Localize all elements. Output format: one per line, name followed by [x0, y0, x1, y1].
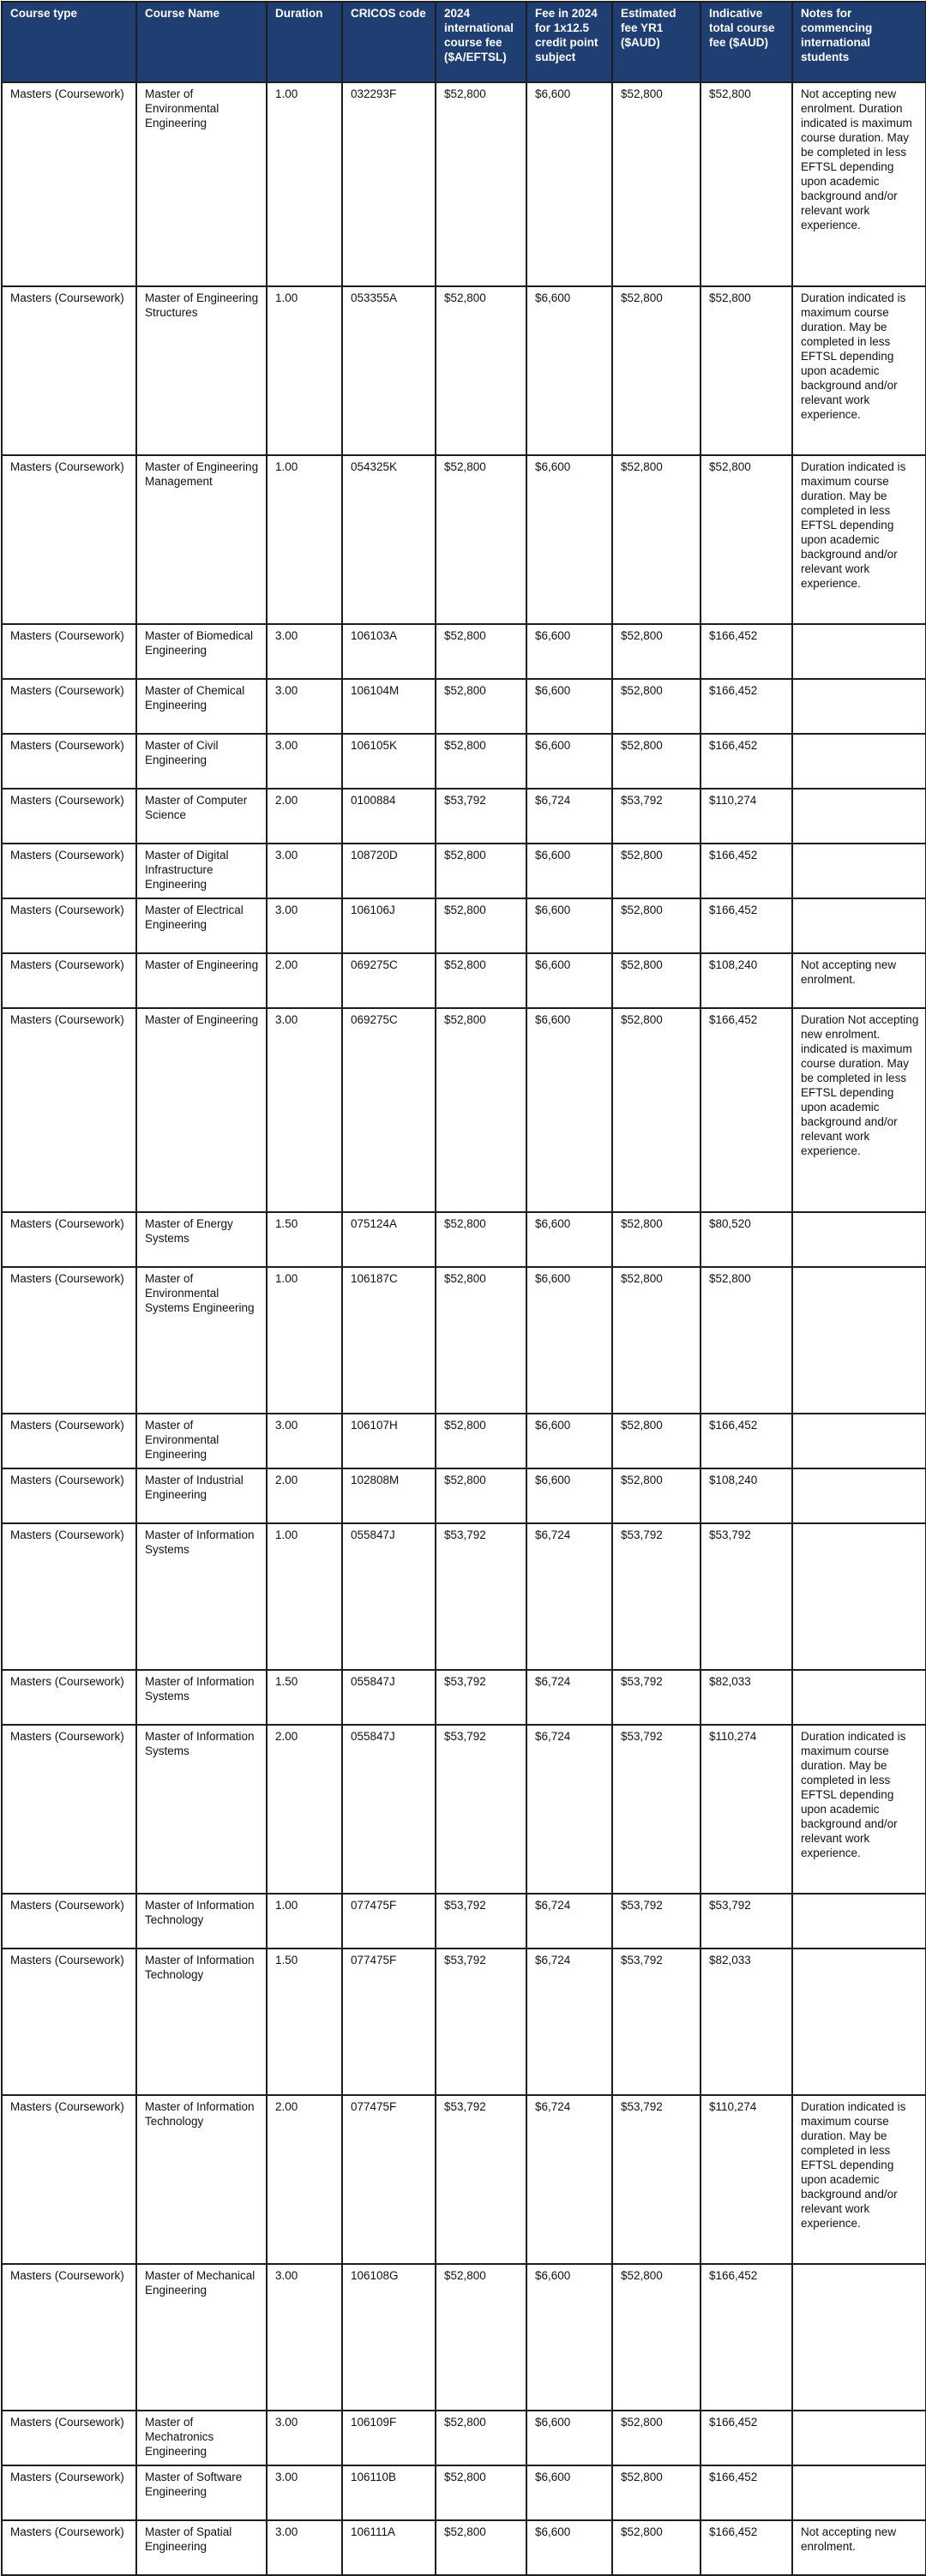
table-row: [2, 953, 926, 1008]
notes-cell: [792, 2411, 926, 2465]
international-fee-cell: $52,800: [436, 1212, 526, 1267]
course-name-cell: Master of Engineering: [136, 1008, 267, 1212]
estimated-fee-cell: $52,800: [612, 1414, 701, 1468]
international-fee-cell: $53,792: [436, 1670, 526, 1725]
international-fee-cell: $53,792: [436, 2095, 526, 2264]
cricos-code-cell: 069275C: [342, 1008, 436, 1212]
course-type-cell: Masters (Coursework): [2, 1725, 136, 1894]
table-row: [2, 1725, 926, 1894]
table-row: [2, 1468, 926, 1523]
course-name-cell: Master of Biomedical Engineering: [136, 624, 267, 679]
header-notes: Notes for commencing international students: [792, 2, 926, 82]
header-subject-fee: Fee in 2024 for 1x12.5 credit point subject: [526, 2, 612, 82]
course-fees-table: [1, 1, 926, 2576]
cricos-code-cell: 106110B: [342, 2465, 436, 2520]
notes-cell: [792, 1670, 926, 1725]
notes-cell: [792, 1267, 926, 1414]
course-name-cell: Master of Mechatronics Engineering: [136, 2411, 267, 2465]
course-name-cell: Master of Chemical Engineering: [136, 679, 267, 734]
international-fee-cell: $53,792: [436, 1894, 526, 1949]
duration-cell: 3.00: [267, 2264, 342, 2411]
duration-cell: 1.50: [267, 1212, 342, 1267]
cricos-code-cell: 106187C: [342, 1267, 436, 1414]
notes-cell: [792, 1468, 926, 1523]
subject-fee-cell: $6,724: [526, 1523, 612, 1670]
duration-cell: 1.00: [267, 1267, 342, 1414]
total-fee-cell: $108,240: [701, 953, 792, 1008]
subject-fee-cell: $6,600: [526, 82, 612, 286]
cricos-code-cell: 055847J: [342, 1523, 436, 1670]
course-name-cell: Master of Information Systems: [136, 1670, 267, 1725]
table-row: [2, 679, 926, 734]
notes-cell: [792, 2465, 926, 2520]
notes-cell: [792, 1949, 926, 2095]
estimated-fee-cell: $52,800: [612, 82, 701, 286]
course-type-cell: Masters (Coursework): [2, 1670, 136, 1725]
course-type-cell: Masters (Coursework): [2, 2411, 136, 2465]
cricos-code-cell: 106111A: [342, 2520, 436, 2575]
duration-cell: 3.00: [267, 898, 342, 953]
subject-fee-cell: $6,600: [526, 898, 612, 953]
duration-cell: 2.00: [267, 953, 342, 1008]
subject-fee-cell: $6,600: [526, 286, 612, 455]
cricos-code-cell: 053355A: [342, 286, 436, 455]
notes-cell: Duration indicated is maximum course duration. May be completed in less EFTSL depending upon academic background and/or relevant work experience.: [792, 1725, 926, 1894]
course-type-cell: Masters (Coursework): [2, 2264, 136, 2411]
cricos-code-cell: 055847J: [342, 1670, 436, 1725]
header-course-name: Course Name: [136, 2, 267, 82]
duration-cell: 3.00: [267, 844, 342, 898]
notes-cell: [792, 2264, 926, 2411]
subject-fee-cell: $6,724: [526, 1949, 612, 2095]
international-fee-cell: $53,792: [436, 1949, 526, 2095]
notes-cell: [792, 734, 926, 789]
table-row: [2, 2411, 926, 2465]
subject-fee-cell: $6,600: [526, 953, 612, 1008]
course-type-cell: Masters (Coursework): [2, 1894, 136, 1949]
course-type-cell: Masters (Coursework): [2, 1949, 136, 2095]
course-name-cell: Master of Environmental Systems Engineering: [136, 1267, 267, 1414]
table-row: [2, 844, 926, 898]
notes-cell: [792, 898, 926, 953]
total-fee-cell: $166,452: [701, 2264, 792, 2411]
course-name-cell: Master of Information Technology: [136, 1894, 267, 1949]
international-fee-cell: $52,800: [436, 679, 526, 734]
subject-fee-cell: $6,600: [526, 2264, 612, 2411]
estimated-fee-cell: $53,792: [612, 1670, 701, 1725]
cricos-code-cell: 055847J: [342, 1725, 436, 1894]
table-row: [2, 1414, 926, 1468]
subject-fee-cell: $6,724: [526, 1894, 612, 1949]
notes-cell: [792, 789, 926, 844]
international-fee-cell: $52,800: [436, 2264, 526, 2411]
cricos-code-cell: 069275C: [342, 953, 436, 1008]
duration-cell: 1.00: [267, 286, 342, 455]
duration-cell: 3.00: [267, 1414, 342, 1468]
total-fee-cell: $166,452: [701, 2520, 792, 2575]
estimated-fee-cell: $52,800: [612, 2520, 701, 2575]
total-fee-cell: $110,274: [701, 789, 792, 844]
total-fee-cell: $166,452: [701, 844, 792, 898]
table-row: [2, 1008, 926, 1212]
subject-fee-cell: $6,600: [526, 1008, 612, 1212]
total-fee-cell: $166,452: [701, 1008, 792, 1212]
total-fee-cell: $52,800: [701, 286, 792, 455]
course-name-cell: Master of Environmental Engineering: [136, 82, 267, 286]
course-type-cell: Masters (Coursework): [2, 789, 136, 844]
course-name-cell: Master of Information Systems: [136, 1725, 267, 1894]
notes-cell: Not accepting new enrolment.: [792, 953, 926, 1008]
international-fee-cell: $52,800: [436, 1468, 526, 1523]
notes-cell: [792, 1523, 926, 1670]
estimated-fee-cell: $52,800: [612, 844, 701, 898]
international-fee-cell: $52,800: [436, 898, 526, 953]
subject-fee-cell: $6,600: [526, 2411, 612, 2465]
subject-fee-cell: $6,600: [526, 1212, 612, 1267]
course-type-cell: Masters (Coursework): [2, 2095, 136, 2264]
total-fee-cell: $166,452: [701, 679, 792, 734]
table-body: [2, 82, 926, 2575]
header-total-course-fee: Indicative total course fee ($AUD): [701, 2, 792, 82]
course-type-cell: Masters (Coursework): [2, 1267, 136, 1414]
course-name-cell: Master of Information Technology: [136, 2095, 267, 2264]
course-type-cell: Masters (Coursework): [2, 898, 136, 953]
table-row: [2, 455, 926, 624]
duration-cell: 3.00: [267, 734, 342, 789]
international-fee-cell: $53,792: [436, 1523, 526, 1670]
table-row: [2, 624, 926, 679]
cricos-code-cell: 106103A: [342, 624, 436, 679]
notes-cell: Duration indicated is maximum course duration. May be completed in less EFTSL depending upon academic background and/or relevant work experience.: [792, 455, 926, 624]
duration-cell: 3.00: [267, 679, 342, 734]
subject-fee-cell: $6,600: [526, 679, 612, 734]
total-fee-cell: $166,452: [701, 2411, 792, 2465]
international-fee-cell: $52,800: [436, 844, 526, 898]
international-fee-cell: $52,800: [436, 1008, 526, 1212]
header-estimated-fee-yr1: Estimated fee YR1 ($AUD): [612, 2, 701, 82]
international-fee-cell: $53,792: [436, 1725, 526, 1894]
international-fee-cell: $52,800: [436, 455, 526, 624]
duration-cell: 1.00: [267, 82, 342, 286]
estimated-fee-cell: $52,800: [612, 1008, 701, 1212]
notes-cell: [792, 1894, 926, 1949]
international-fee-cell: $53,792: [436, 789, 526, 844]
table-row: [2, 1212, 926, 1267]
header-duration: Duration: [267, 2, 342, 82]
cricos-code-cell: 106104M: [342, 679, 436, 734]
table-row: [2, 789, 926, 844]
cricos-code-cell: 106107H: [342, 1414, 436, 1468]
course-name-cell: Master of Engineering Management: [136, 455, 267, 624]
international-fee-cell: $52,800: [436, 2520, 526, 2575]
duration-cell: 1.00: [267, 1523, 342, 1670]
total-fee-cell: $53,792: [701, 1523, 792, 1670]
table-row: [2, 1894, 926, 1949]
table-row: [2, 2465, 926, 2520]
estimated-fee-cell: $52,800: [612, 1468, 701, 1523]
notes-cell: Duration indicated is maximum course duration. May be completed in less EFTSL depending upon academic background and/or relevant work experience.: [792, 286, 926, 455]
estimated-fee-cell: $52,800: [612, 624, 701, 679]
course-name-cell: Master of Environmental Engineering: [136, 1414, 267, 1468]
total-fee-cell: $52,800: [701, 455, 792, 624]
international-fee-cell: $52,800: [436, 1414, 526, 1468]
international-fee-cell: $52,800: [436, 286, 526, 455]
course-type-cell: Masters (Coursework): [2, 2465, 136, 2520]
duration-cell: 2.00: [267, 789, 342, 844]
estimated-fee-cell: $52,800: [612, 734, 701, 789]
total-fee-cell: $166,452: [701, 898, 792, 953]
cricos-code-cell: 032293F: [342, 82, 436, 286]
course-name-cell: Master of Software Engineering: [136, 2465, 267, 2520]
international-fee-cell: $52,800: [436, 953, 526, 1008]
estimated-fee-cell: $53,792: [612, 1894, 701, 1949]
duration-cell: 1.00: [267, 1894, 342, 1949]
international-fee-cell: $52,800: [436, 2465, 526, 2520]
cricos-code-cell: 075124A: [342, 1212, 436, 1267]
international-fee-cell: $52,800: [436, 1267, 526, 1414]
header-international-course-fee: 2024 international course fee ($A/EFTSL): [436, 2, 526, 82]
total-fee-cell: $53,792: [701, 1894, 792, 1949]
course-name-cell: Master of Civil Engineering: [136, 734, 267, 789]
course-type-cell: Masters (Coursework): [2, 844, 136, 898]
total-fee-cell: $166,452: [701, 734, 792, 789]
subject-fee-cell: $6,600: [526, 1414, 612, 1468]
table-row: [2, 1949, 926, 2095]
table-row: [2, 286, 926, 455]
course-name-cell: Master of Spatial Engineering: [136, 2520, 267, 2575]
cricos-code-cell: 106105K: [342, 734, 436, 789]
total-fee-cell: $110,274: [701, 2095, 792, 2264]
notes-cell: [792, 1414, 926, 1468]
total-fee-cell: $108,240: [701, 1468, 792, 1523]
total-fee-cell: $82,033: [701, 1949, 792, 2095]
course-name-cell: Master of Energy Systems: [136, 1212, 267, 1267]
estimated-fee-cell: $52,800: [612, 2411, 701, 2465]
international-fee-cell: $52,800: [436, 82, 526, 286]
estimated-fee-cell: $52,800: [612, 286, 701, 455]
cricos-code-cell: 106109F: [342, 2411, 436, 2465]
cricos-code-cell: 108720D: [342, 844, 436, 898]
estimated-fee-cell: $52,800: [612, 1267, 701, 1414]
course-type-cell: Masters (Coursework): [2, 2520, 136, 2575]
table-row: [2, 1670, 926, 1725]
subject-fee-cell: $6,600: [526, 844, 612, 898]
course-name-cell: Master of Information Systems: [136, 1523, 267, 1670]
estimated-fee-cell: $53,792: [612, 2095, 701, 2264]
total-fee-cell: $52,800: [701, 82, 792, 286]
duration-cell: 1.50: [267, 1670, 342, 1725]
subject-fee-cell: $6,724: [526, 1670, 612, 1725]
duration-cell: 1.50: [267, 1949, 342, 2095]
course-type-cell: Masters (Coursework): [2, 1468, 136, 1523]
total-fee-cell: $52,800: [701, 1267, 792, 1414]
header-course-type: Course type: [2, 2, 136, 82]
course-name-cell: Master of Industrial Engineering: [136, 1468, 267, 1523]
course-type-cell: Masters (Coursework): [2, 1414, 136, 1468]
course-type-cell: Masters (Coursework): [2, 1212, 136, 1267]
course-type-cell: Masters (Coursework): [2, 1008, 136, 1212]
duration-cell: 3.00: [267, 2520, 342, 2575]
estimated-fee-cell: $52,800: [612, 455, 701, 624]
table-row: [2, 82, 926, 286]
table-row: [2, 1523, 926, 1670]
cricos-code-cell: 106108G: [342, 2264, 436, 2411]
table-row: [2, 2264, 926, 2411]
total-fee-cell: $80,520: [701, 1212, 792, 1267]
subject-fee-cell: $6,600: [526, 2465, 612, 2520]
estimated-fee-cell: $52,800: [612, 898, 701, 953]
cricos-code-cell: 077475F: [342, 1894, 436, 1949]
total-fee-cell: $166,452: [701, 624, 792, 679]
estimated-fee-cell: $52,800: [612, 953, 701, 1008]
cricos-code-cell: 106106J: [342, 898, 436, 953]
table-row: [2, 1267, 926, 1414]
estimated-fee-cell: $52,800: [612, 2264, 701, 2411]
duration-cell: 2.00: [267, 1725, 342, 1894]
course-type-cell: Masters (Coursework): [2, 1523, 136, 1670]
estimated-fee-cell: $53,792: [612, 789, 701, 844]
course-type-cell: Masters (Coursework): [2, 624, 136, 679]
subject-fee-cell: $6,600: [526, 455, 612, 624]
cricos-code-cell: 077475F: [342, 1949, 436, 2095]
total-fee-cell: $110,274: [701, 1725, 792, 1894]
estimated-fee-cell: $52,800: [612, 2465, 701, 2520]
cricos-code-cell: 102808M: [342, 1468, 436, 1523]
table-header: [2, 2, 926, 82]
course-name-cell: Master of Digital Infrastructure Engineering: [136, 844, 267, 898]
notes-cell: [792, 844, 926, 898]
course-type-cell: Masters (Coursework): [2, 82, 136, 286]
notes-cell: Duration indicated is maximum course duration. May be completed in less EFTSL depending upon academic background and/or relevant work experience.: [792, 2095, 926, 2264]
duration-cell: 2.00: [267, 2095, 342, 2264]
course-type-cell: Masters (Coursework): [2, 953, 136, 1008]
estimated-fee-cell: $53,792: [612, 1725, 701, 1894]
course-type-cell: Masters (Coursework): [2, 679, 136, 734]
duration-cell: 2.00: [267, 1468, 342, 1523]
duration-cell: 1.00: [267, 455, 342, 624]
cricos-code-cell: 0100884: [342, 789, 436, 844]
international-fee-cell: $52,800: [436, 734, 526, 789]
notes-cell: Not accepting new enrolment. Duration indicated is maximum course duration. May be completed in less EFTSL depending upon academic background and/or relevant work experience.: [792, 82, 926, 286]
duration-cell: 3.00: [267, 2411, 342, 2465]
total-fee-cell: $166,452: [701, 2465, 792, 2520]
table-row: [2, 2095, 926, 2264]
duration-cell: 3.00: [267, 1008, 342, 1212]
course-type-cell: Masters (Coursework): [2, 455, 136, 624]
subject-fee-cell: $6,724: [526, 2095, 612, 2264]
subject-fee-cell: $6,600: [526, 734, 612, 789]
international-fee-cell: $52,800: [436, 624, 526, 679]
subject-fee-cell: $6,600: [526, 1468, 612, 1523]
subject-fee-cell: $6,600: [526, 624, 612, 679]
estimated-fee-cell: $52,800: [612, 679, 701, 734]
total-fee-cell: $166,452: [701, 1414, 792, 1468]
international-fee-cell: $52,800: [436, 2411, 526, 2465]
estimated-fee-cell: $53,792: [612, 1949, 701, 2095]
cricos-code-cell: 077475F: [342, 2095, 436, 2264]
cricos-code-cell: 054325K: [342, 455, 436, 624]
notes-cell: Not accepting new enrolment.: [792, 2520, 926, 2575]
notes-cell: [792, 679, 926, 734]
header-cricos-code: CRICOS code: [342, 2, 436, 82]
course-name-cell: Master of Electrical Engineering: [136, 898, 267, 953]
table-row: [2, 2520, 926, 2575]
subject-fee-cell: $6,724: [526, 1725, 612, 1894]
duration-cell: 3.00: [267, 2465, 342, 2520]
course-name-cell: Master of Mechanical Engineering: [136, 2264, 267, 2411]
course-name-cell: Master of Engineering Structures: [136, 286, 267, 455]
total-fee-cell: $82,033: [701, 1670, 792, 1725]
course-type-cell: Masters (Coursework): [2, 286, 136, 455]
course-name-cell: Master of Information Technology: [136, 1949, 267, 2095]
notes-cell: [792, 624, 926, 679]
table-row: [2, 734, 926, 789]
subject-fee-cell: $6,600: [526, 2520, 612, 2575]
course-type-cell: Masters (Coursework): [2, 734, 136, 789]
notes-cell: [792, 1212, 926, 1267]
duration-cell: 3.00: [267, 624, 342, 679]
estimated-fee-cell: $52,800: [612, 1212, 701, 1267]
subject-fee-cell: $6,600: [526, 1267, 612, 1414]
course-name-cell: Master of Engineering: [136, 953, 267, 1008]
estimated-fee-cell: $53,792: [612, 1523, 701, 1670]
table-row: [2, 898, 926, 953]
course-name-cell: Master of Computer Science: [136, 789, 267, 844]
notes-cell: Duration Not accepting new enrolment. indicated is maximum course duration. May be completed in less EFTSL depending upon academic background and/or relevant work experience.: [792, 1008, 926, 1212]
subject-fee-cell: $6,724: [526, 789, 612, 844]
